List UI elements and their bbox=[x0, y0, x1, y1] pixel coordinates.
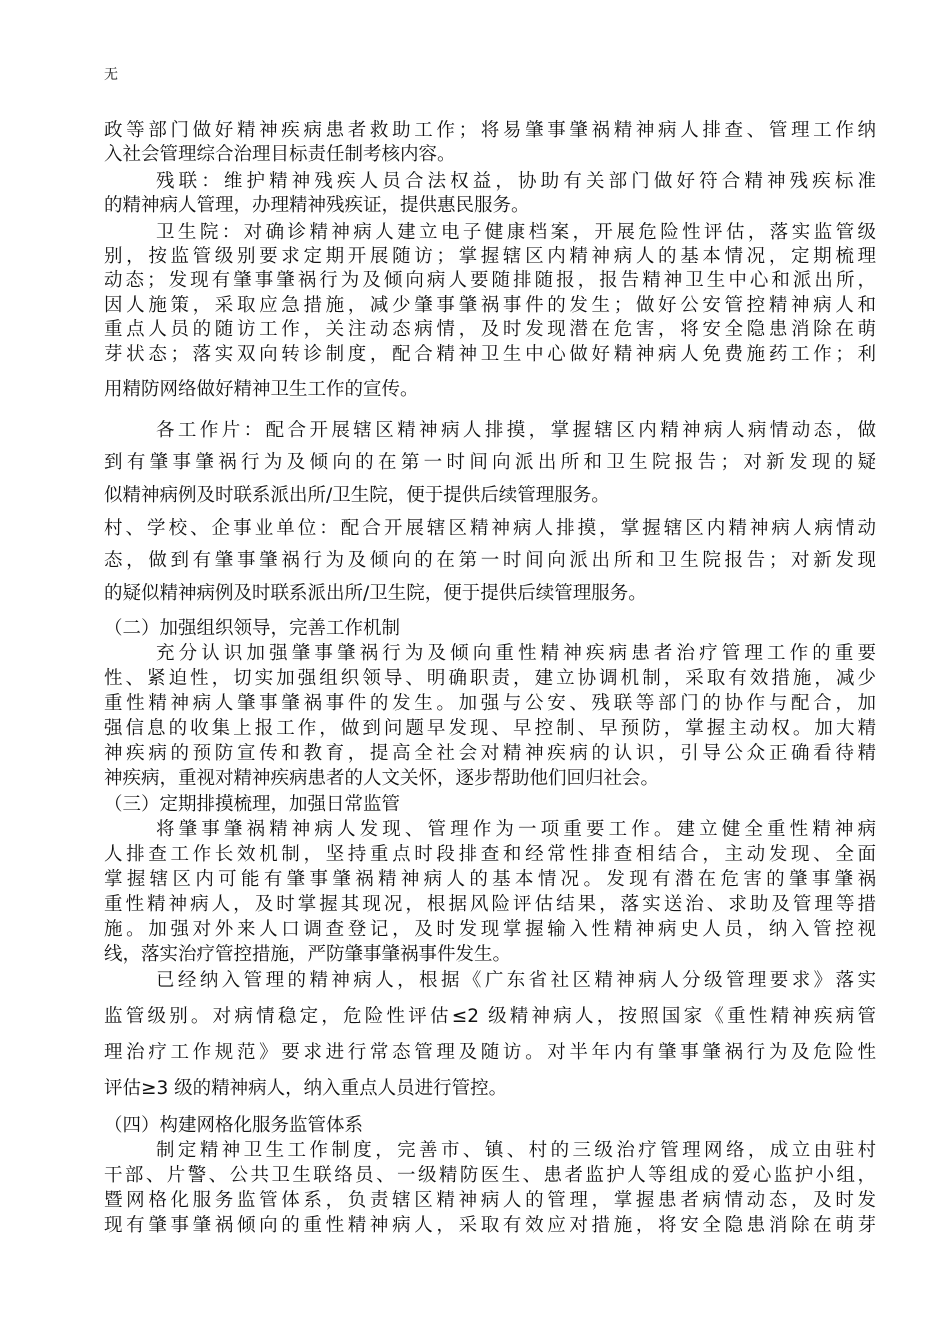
text-line: 理治疗工作规范》要求进行常态管理及随访。对半年内有肇事肇祸行为及危险性 bbox=[104, 1042, 876, 1063]
text-line: 残联：维护精神残疾人员合法权益，协助有关部门做好符合精神残疾标准 bbox=[156, 171, 876, 192]
text-line: 各工作片：配合开展辖区精神病人排摸，掌握辖区内精神病人病情动态，做 bbox=[156, 420, 876, 441]
text-line: 现有肇事肇祸倾向的重性精神病人，采取有效应对措施，将安全隐患消除在萌芽 bbox=[104, 1215, 876, 1236]
text-line: 神疾病，重视对精神疾病患者的人文关怀，逐步帮助他们回归社会。 bbox=[104, 768, 660, 789]
text-line: 卫生院：对确诊精神病人建立电子健康档案，开展危险性评估，落实监管级 bbox=[156, 222, 876, 243]
text-line: 的精神病人管理，办理精神残疾证，提供惠民服务。 bbox=[104, 195, 530, 216]
text-line: 已经纳入管理的精神病人，根据《广东省社区精神病人分级管理要求》落实 bbox=[156, 970, 876, 991]
section-heading: （三）定期排摸梳理，加强日常监管 bbox=[104, 794, 401, 815]
text-line: 态，做到有肇事肇祸行为及倾向的在第一时间向派出所和卫生院报告；对新发现 bbox=[104, 550, 876, 571]
page-header: 无 bbox=[104, 67, 118, 83]
text-line: 人排查工作长效机制，坚持重点时段排查和经常性排查相结合，主动发现、全面 bbox=[104, 844, 876, 865]
text-line: 干部、片警、公共卫生联络员、一级精防医生、患者监护人等组成的爱心监护小组， bbox=[104, 1165, 876, 1186]
text-line: 线，落实治疗管控措施，严防肇事肇祸事件发生。 bbox=[104, 944, 512, 965]
text-line: 动态；发现有肇事肇祸行为及倾向病人要随排随报，报告精神卫生中心和派出所， bbox=[104, 270, 876, 291]
text-line: 因人施策，采取应急措施，减少肇事肇祸事件的发生；做好公安管控精神病人和 bbox=[104, 295, 876, 316]
text-line: 似精神病例及时联系派出所/卫生院，便于提供后续管理服务。 bbox=[104, 485, 610, 506]
text-line: 重点人员的随访工作，关注动态病情，及时发现潜在危害，将安全隐患消除在萌 bbox=[104, 319, 876, 340]
text-line: 神疾病的预防宣传和教育，提高全社会对精神疾病的认识，引导公众正确看待精 bbox=[104, 743, 876, 764]
section-heading: （二）加强组织领导，完善工作机制 bbox=[104, 618, 401, 639]
text-line: 村、学校、企事业单位：配合开展辖区精神病人排摸，掌握辖区内精神病人病情动 bbox=[104, 518, 876, 539]
text-line: 到有肇事肇祸行为及倾向的在第一时间向派出所和卫生院报告；对新发现的疑 bbox=[104, 452, 876, 473]
text-line: 监管级别。对病情稳定，危险性评估≤2 级精神病人，按照国家《重性精神疾病管 bbox=[104, 1006, 876, 1027]
text-line: 掌握辖区内可能有肇事肇祸精神病人的基本情况。发现有潜在危害的肇事肇祸 bbox=[104, 869, 876, 890]
text-line: 入社会管理综合治理目标责任制考核内容。 bbox=[104, 144, 456, 165]
text-line: 将肇事肇祸精神病人发现、管理作为一项重要工作。建立健全重性精神病 bbox=[156, 819, 876, 840]
text-line: 芽状态；落实双向转诊制度，配合精神卫生中心做好精神病人免费施药工作；利 bbox=[104, 344, 876, 365]
text-line: 制定精神卫生工作制度，完善市、镇、村的三级治疗管理网络，成立由驻村 bbox=[156, 1140, 876, 1161]
text-line: 施。加强对外来人口调查登记，及时发现掌握输入性精神病史人员，纳入管控视 bbox=[104, 919, 876, 940]
text-line: 政等部门做好精神疾病患者救助工作；将易肇事肇祸精神病人排查、管理工作纳 bbox=[104, 120, 876, 141]
text-line: 充分认识加强肇事肇祸行为及倾向重性精神疾病患者治疗管理工作的重要 bbox=[156, 643, 876, 664]
section-heading: （四）构建网格化服务监管体系 bbox=[104, 1115, 364, 1136]
text-line: 评估≥3 级的精神病人，纳入重点人员进行管控。 bbox=[104, 1078, 508, 1099]
text-line: 重性精神病人，及时掌握其现况，根据风险评估结果，落实送治、求助及管理等措 bbox=[104, 894, 876, 915]
text-line: 强信息的收集上报工作，做到问题早发现、早控制、早预防，掌握主动权。加大精 bbox=[104, 718, 876, 739]
text-line: 重性精神病人肇事肇祸事件的发生。加强与公安、残联等部门的协作与配合，加 bbox=[104, 693, 876, 714]
text-line: 暨网格化服务监管体系，负责辖区精神病人的管理，掌握患者病情动态，及时发 bbox=[104, 1190, 876, 1211]
text-line: 用精防网络做好精神卫生工作的宣传。 bbox=[104, 379, 419, 400]
text-line: 性、紧迫性，切实加强组织领导、明确职责，建立协调机制，采取有效措施，减少 bbox=[104, 668, 876, 689]
text-line: 的疑似精神病例及时联系派出所/卫生院，便于提供后续管理服务。 bbox=[104, 583, 647, 604]
text-line: 别，按监管级别要求定期开展随访；掌握辖区内精神病人的基本情况，定期梳理 bbox=[104, 246, 876, 267]
